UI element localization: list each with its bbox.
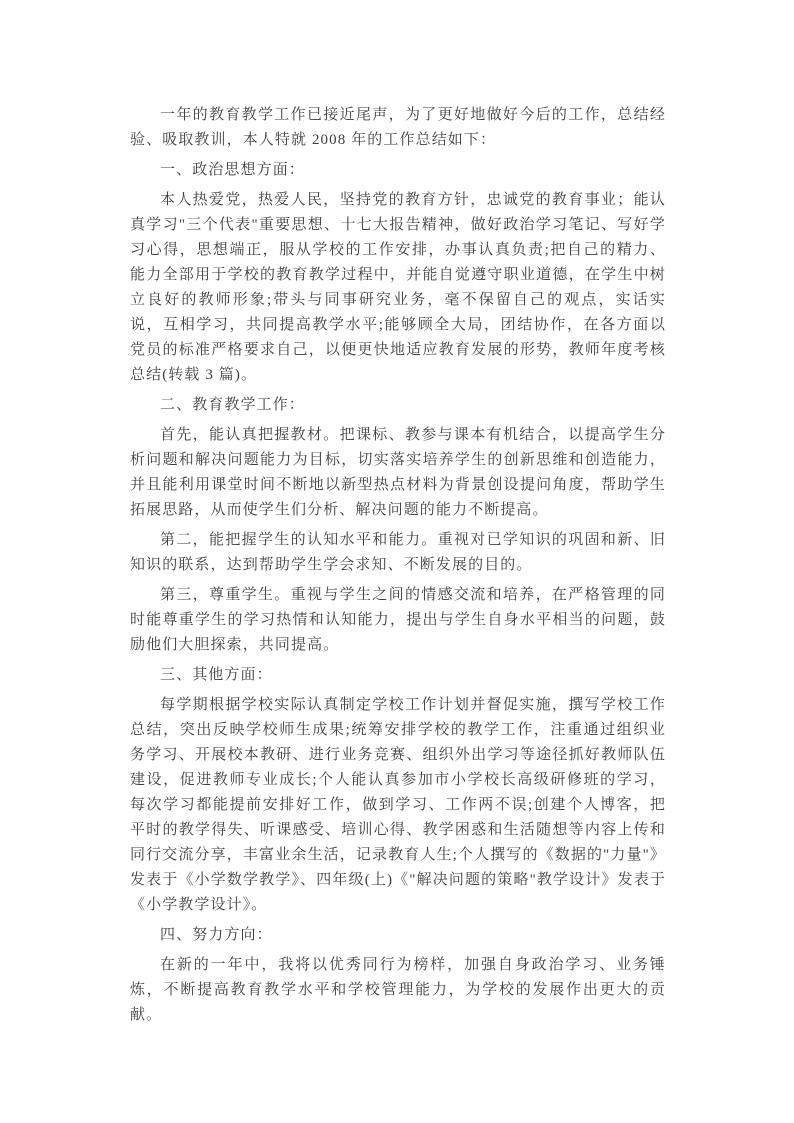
section-heading-teaching-work: 二、教育教学工作： xyxy=(160,397,305,413)
section-heading-other-aspects: 三、其他方面： xyxy=(160,667,273,683)
document-body xyxy=(130,103,666,1033)
paragraph-future-direction: 在新的一年中，我将以优秀同行为榜样，加强自身政治学习、业务锤炼，不断提高教育教学水平和学校管理能力，为学校的发展作出更大的贡献。 xyxy=(130,957,666,1023)
section-heading-future-direction: 四、努力方向： xyxy=(160,927,273,943)
paragraph-political-thought: 本人热爱党，热爱人民，坚持党的教育方针，忠诚党的教育事业；能认真学习"三个代表"重要思想、十七大报告精神，做好政治学习笔记、写好学习心得，思想端正，服从学校的工作安排，办事认真负责;把自己的精力、能力全部用于学校的教育教学过程中，并能自觉遵守职业道德，在学生中树立良好的教师形象;带头与同事研究业务，毫不保留自己的观点，实话实说，互相学习，共同提高教学水平;能够顾全大局，团结协作，在各方面以党员的标准严格要求自己，以便更快地适应教育发展的形势，教师年度考核总结(转载 3 篇)。 xyxy=(130,192,666,383)
paragraph-intro: 一年的教育教学工作已接近尾声，为了更好地做好今后的工作，总结经验、吸取教训，本人特就 2008 年的工作总结如下： xyxy=(130,107,666,148)
paragraph-other-aspects: 每学期根据学校实际认真制定学校工作计划并督促实施，撰写学校工作总结，突出反映学校师生成果;统筹安排学校的教学工作，注重通过组织业务学习、开展校本教研、进行业务竞赛、组织外出学习等途径抓好教师队伍建设，促进教师专业成长;个人能认真参加市小学校长高级研修班的学习，每次学习都能提前安排好工作，做到学习、工作两不误;创建个人博客，把平时的教学得失、听课感受、培训心得、教学困惑和生活随想等内容上传和同行交流分享，丰富业余生活，记录教育人生;个人撰写的《数据的"力量"》发表于《小学数学教学》、四年级(上)《"解决问题的策略"教学设计》发表于《小学教学设计》。 xyxy=(130,697,666,913)
section-heading-political-thought: 一、政治思想方面： xyxy=(160,162,305,178)
paragraph-teaching-second: 第二，能把握学生的认知水平和能力。重视对已学知识的巩固和新、旧知识的联系，达到帮助学生学会求知、不断发展的目的。 xyxy=(130,532,666,573)
paragraph-teaching-first: 首先，能认真把握教材。把课标、教参与课本有机结合，以提高学生分析问题和解决问题能力为目标，切实落实培养学生的创新思维和创造能力，并且能利用课堂时间不断地以新型热点材料为背景创设提问角度，帮助学生拓展思路，从而使学生们分析、解决问题的能力不断提高。 xyxy=(130,427,666,518)
paragraph-teaching-third: 第三，尊重学生。重视与学生之间的情感交流和培养，在严格管理的同时能尊重学生的学习热情和认知能力，提出与学生自身水平相当的问题，鼓励他们大胆探索，共同提高。 xyxy=(130,587,666,653)
